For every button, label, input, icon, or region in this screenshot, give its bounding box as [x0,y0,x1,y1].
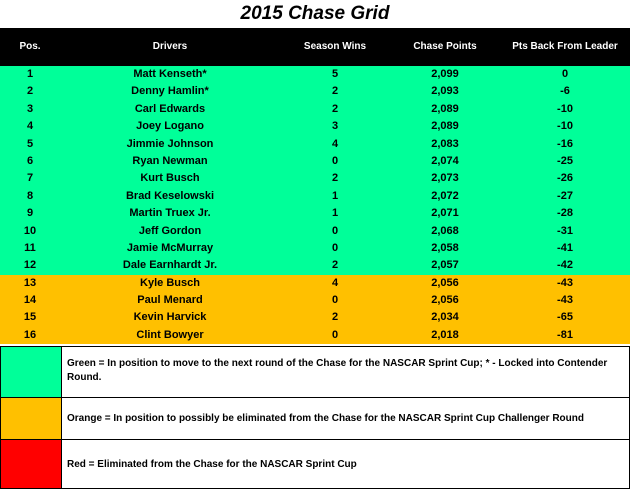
cell-driver: Kevin Harvick [133,311,207,324]
cell-pts-back: 0 [561,68,569,80]
cell-season-wins: 2 [331,102,339,115]
cell-pts-back: -42 [557,259,573,272]
cell-pos: 9 [26,207,34,220]
cell-pos: 14 [23,294,37,307]
cell-chase-points: 2,056 [431,276,459,289]
cell-chase-points: 2,071 [431,207,459,220]
cell-pts-back: -27 [557,189,573,202]
cell-driver: Jamie McMurray [126,241,214,254]
page-title: 2015 Chase Grid [240,3,390,24]
header-pos: Pos. [19,41,41,52]
table-row [0,136,630,153]
cell-pts-back: -43 [557,294,573,307]
cell-pts-back: -16 [557,137,573,150]
cell-season-wins: 0 [331,224,339,237]
cell-driver: Paul Menard [137,294,203,307]
cell-chase-points: 2,018 [431,328,459,341]
cell-season-wins: 0 [331,328,339,341]
table-row [0,257,630,274]
cell-season-wins: 4 [331,276,339,289]
cell-season-wins: 0 [331,294,339,307]
legend-red-text: Red = Eliminated from the Chase for the NASCAR Sprint Cup [67,459,357,470]
cell-chase-points: 2,093 [431,85,459,98]
cell-pos: 4 [26,120,34,133]
table-row [0,118,630,135]
legend-orange-text: Orange = In position to possibly be eliminated from the Chase for the NASCAR Sprint Cup Challenger Round [67,413,584,424]
header-chase-points: Chase Points [413,41,477,52]
cell-pos: 7 [26,172,34,185]
cell-driver: Brad Keselowski [125,189,215,202]
legend-green-swatch [1,347,62,397]
cell-driver: Clint Bowyer [136,328,204,341]
legend-green [0,346,630,398]
cell-pos: 10 [23,224,37,237]
cell-pts-back: -65 [557,311,573,324]
cell-pts-back: -25 [557,154,573,167]
legend-red [0,439,630,489]
cell-driver: Matt Kenseth* [133,68,207,80]
table-row [0,240,630,257]
cell-pos: 16 [23,328,37,341]
table-row [0,205,630,222]
cell-driver: Kurt Busch [140,172,200,185]
cell-season-wins: 2 [331,85,339,98]
legend-red-swatch [1,440,62,488]
cell-driver: Joey Logano [136,120,204,133]
header-season-wins: Season Wins [303,41,367,52]
cell-season-wins: 3 [331,120,339,133]
cell-pos: 2 [26,85,34,98]
cell-chase-points: 2,083 [431,137,459,150]
table-body [0,66,630,344]
cell-driver: Ryan Newman [132,154,208,167]
cell-pts-back: -28 [557,207,573,220]
header-drivers: Drivers [152,41,188,52]
cell-driver: Jimmie Johnson [126,137,214,150]
cell-chase-points: 2,058 [431,241,459,254]
cell-driver: Dale Earnhardt Jr. [122,259,218,272]
cell-pts-back: -10 [557,102,573,115]
table-row [0,66,630,83]
cell-season-wins: 1 [331,207,339,220]
cell-driver: Denny Hamlin* [131,85,209,98]
cell-driver: Martin Truex Jr. [129,207,211,220]
cell-season-wins: 2 [331,311,339,324]
cell-pos: 12 [23,259,37,272]
cell-driver: Kyle Busch [140,276,200,289]
cell-pos: 6 [26,154,34,167]
cell-season-wins: 2 [331,259,339,272]
cell-chase-points: 2,056 [431,294,459,307]
cell-driver: Jeff Gordon [138,224,202,237]
legend-orange-swatch [1,398,62,439]
cell-pos: 3 [26,102,34,115]
cell-pts-back: -31 [557,224,573,237]
cell-chase-points: 2,089 [431,120,459,133]
table-row [0,327,630,344]
cell-pts-back: -6 [560,85,570,98]
cell-season-wins: 0 [331,154,339,167]
table-header [0,28,630,66]
cell-pts-back: -41 [557,241,573,254]
legend-orange [0,397,630,440]
cell-pts-back: -26 [557,172,573,185]
table-row [0,223,630,240]
table-row [0,275,630,292]
cell-chase-points: 2,068 [431,224,459,237]
cell-chase-points: 2,089 [431,102,459,115]
cell-pos: 1 [26,68,34,80]
cell-pos: 13 [23,276,37,289]
cell-season-wins: 1 [331,189,339,202]
cell-chase-points: 2,034 [431,311,459,324]
cell-pts-back: -10 [557,120,573,133]
cell-driver: Carl Edwards [134,102,206,115]
cell-pts-back: -43 [557,276,573,289]
table-row [0,170,630,187]
table-row [0,153,630,170]
table-row [0,292,630,309]
cell-chase-points: 2,073 [431,172,459,185]
cell-chase-points: 2,074 [431,154,459,167]
cell-pos: 11 [24,241,36,254]
cell-chase-points: 2,072 [431,189,459,202]
cell-pts-back: -81 [557,328,573,341]
cell-pos: 5 [26,137,34,150]
cell-season-wins: 0 [331,241,339,254]
header-pts-back: Pts Back From Leader [512,41,618,52]
table-row [0,83,630,100]
table-row [0,101,630,118]
cell-season-wins: 5 [331,68,339,80]
cell-chase-points: 2,099 [431,68,459,80]
cell-season-wins: 4 [331,137,339,150]
legend-green-text: Green = In position to move to the next round of the Chase for the NASCAR Sprint Cup; * - Locked into Contender Round. [67,358,608,383]
cell-pos: 15 [23,311,37,324]
cell-season-wins: 2 [331,172,339,185]
table-row [0,188,630,205]
table-row [0,309,630,326]
cell-pos: 8 [26,189,34,202]
cell-chase-points: 2,057 [431,259,459,272]
